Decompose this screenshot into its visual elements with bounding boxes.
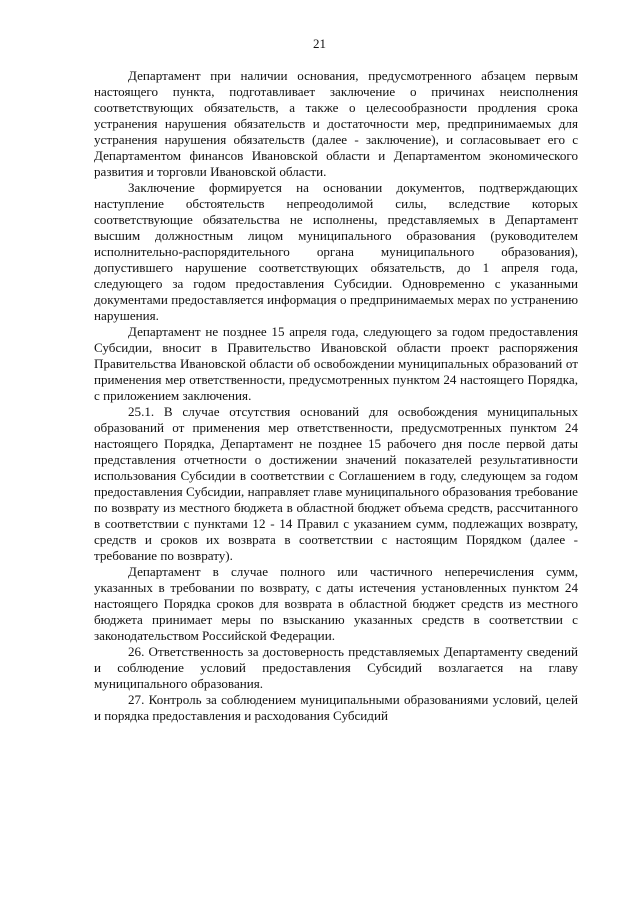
paragraph-27: 27. Контроль за соблюдением муниципальными образованиями условий, целей и порядка предоставления и расходования Субсидий bbox=[94, 692, 578, 723]
paragraph-recovery-measures: Департамент в случае полного или частичного неперечисления сумм, указанных в требовании по возврату, с даты истечения установленных пунктом 24 настоящего Порядка сроков для возврата в областной бюджет средств из местного бюджета принимает меры по взысканию указанных средств в соответствии с законодательством Российской Федерации. bbox=[94, 564, 578, 643]
paragraph-25-1: 25.1. В случае отсутствия оснований для освобождения муниципальных образований от применения мер ответственности, предусмотренных пунктом 24 настоящего Порядка, Департамент не позднее 15 рабочего дня после первой даты представления отчетности о достижении значений показателей результативности использования Субсидии в соответствии с Соглашением в году, следующем за годом предоставления Субсидии, направляет главе муниципального образования требование по возврату из местного бюджета в областной бюджет объема средств, рассчитанного в соответствии с пунктами 12 - 14 Правил с указанием сумм, подлежащих возврату, средств и сроков их возврата в соответствии с настоящим Порядком (далее - требование по возврату). bbox=[94, 404, 578, 563]
document-body bbox=[94, 68, 578, 724]
paragraph-26: 26. Ответственность за достоверность представляемых Департаменту сведений и соблюдение условий предоставления Субсидий возлагается на главу муниципального образования. bbox=[94, 644, 578, 691]
paragraph-conclusion-basis: Заключение формируется на основании документов, подтверждающих наступление обстоятельств непреодолимой силы, вследствие которых соответствующие обязательства не исполнены, представляемых в Департамент высшим должностным лицом муниципального образования (руководителем исполнительно-распорядительного органа муниципального образования), допустившего нарушение соответствующих обязательств, до 1 апреля года, следующего за годом предоставления Субсидии. Одновременно с указанными документами предоставляется информация о предпринимаемых мерах по устранению нарушения. bbox=[94, 180, 578, 323]
paragraph-government-order: Департамент не позднее 15 апреля года, следующего за годом предоставления Субсидии, вносит в Правительство Ивановской области проект распоряжения Правительства Ивановской области об освобождении муниципальных образований от применения мер ответственности, предусмотренных пунктом 24 настоящего Порядка, с приложением заключения. bbox=[94, 324, 578, 403]
page-number: 21 bbox=[313, 36, 326, 51]
paragraph-conclusion-preparation: Департамент при наличии основания, предусмотренного абзацем первым настоящего пункта, подготавливает заключение о причинах неисполнения соответствующих обязательств, а также о целесообразности продления срока устранения нарушения обязательств и достаточности мер, предпринимаемых для устранения нарушения обязательств (далее - заключение), и согласовывает его с Департаментом финансов Ивановской области и Департаментом экономического развития и торговли Ивановской области. bbox=[94, 68, 578, 179]
